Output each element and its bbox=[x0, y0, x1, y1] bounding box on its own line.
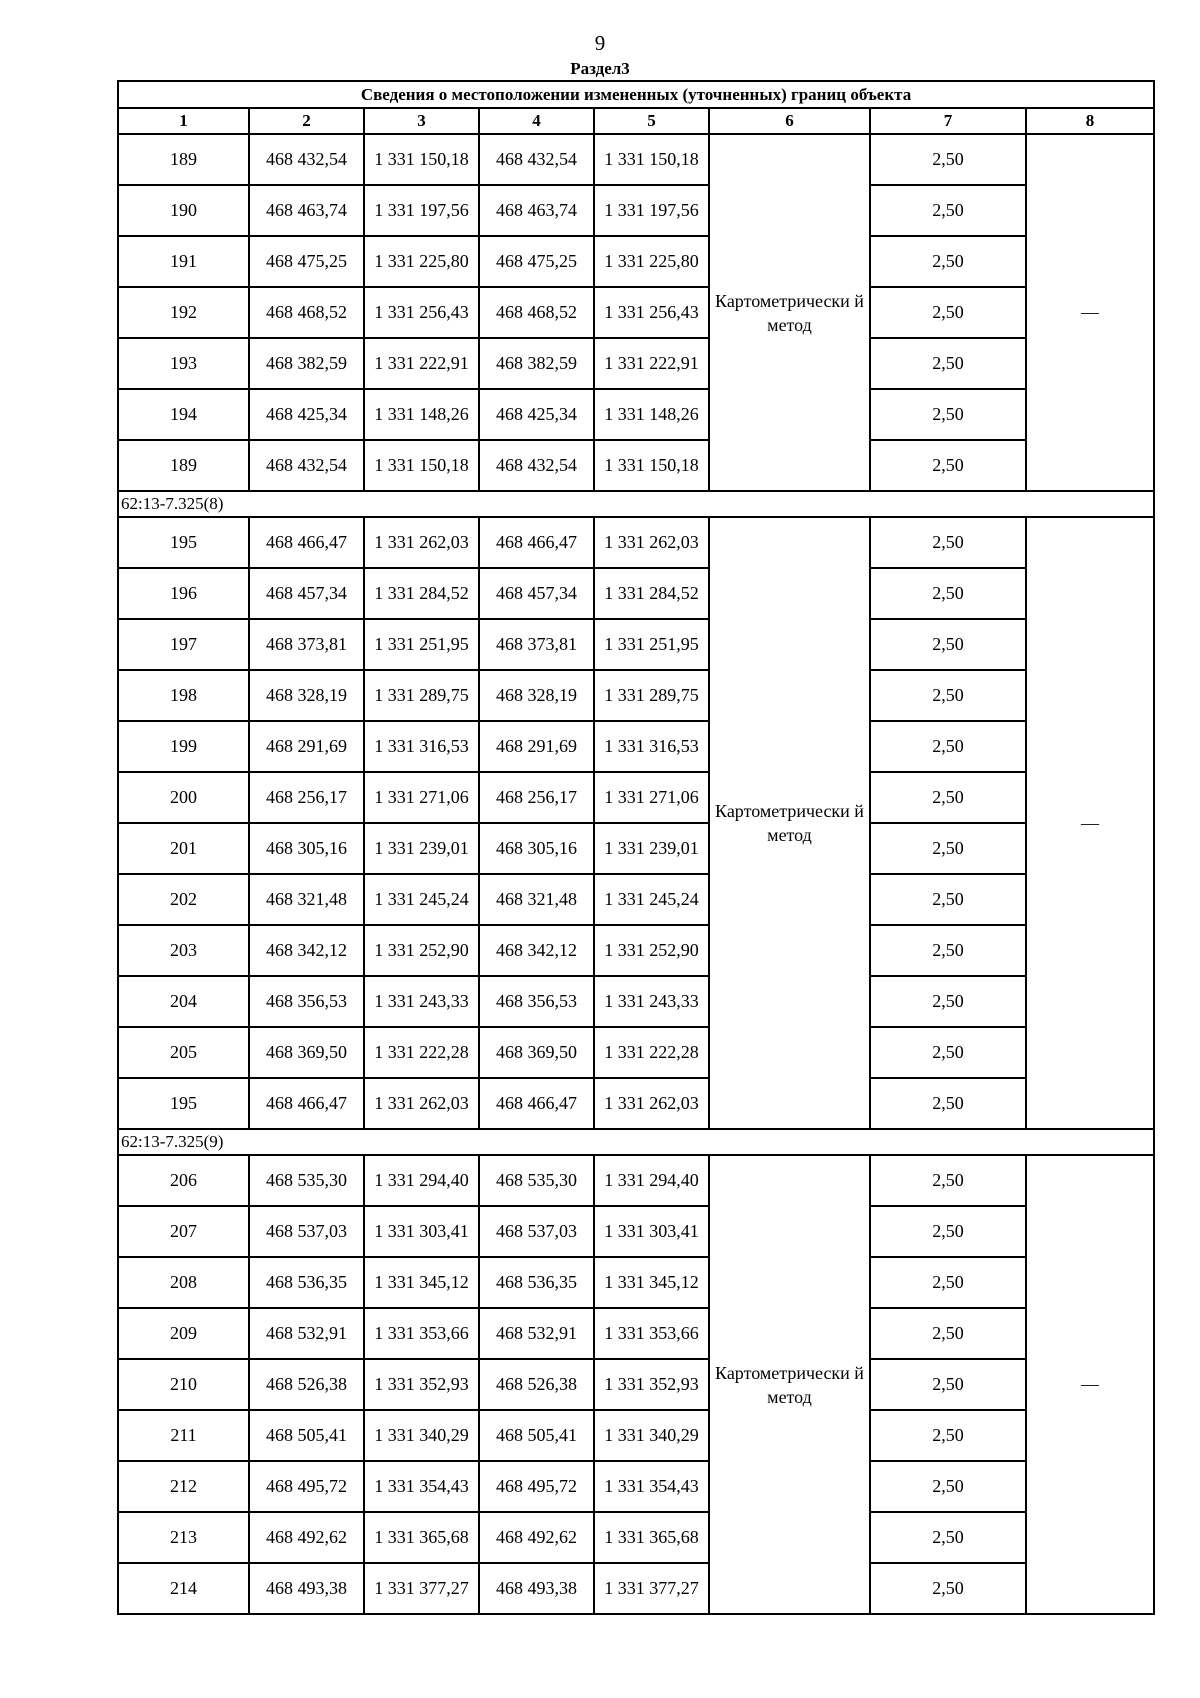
accuracy-cell: 2,50 bbox=[870, 1410, 1026, 1461]
y-new-cell: 1 331 316,53 bbox=[594, 721, 709, 772]
x-old-cell: 468 536,35 bbox=[249, 1257, 364, 1308]
x-new-cell: 468 369,50 bbox=[479, 1027, 594, 1078]
y-new-cell: 1 331 262,03 bbox=[594, 1078, 709, 1129]
accuracy-cell: 2,50 bbox=[870, 772, 1026, 823]
x-old-cell: 468 463,74 bbox=[249, 185, 364, 236]
point-number-cell: 202 bbox=[118, 874, 249, 925]
table-row bbox=[118, 287, 1154, 338]
table-row bbox=[118, 185, 1154, 236]
x-old-cell: 468 526,38 bbox=[249, 1359, 364, 1410]
table-row bbox=[118, 236, 1154, 287]
y-old-cell: 1 331 243,33 bbox=[364, 976, 479, 1027]
y-old-cell: 1 331 148,26 bbox=[364, 389, 479, 440]
y-new-cell: 1 331 303,41 bbox=[594, 1206, 709, 1257]
y-old-cell: 1 331 150,18 bbox=[364, 134, 479, 185]
x-old-cell: 468 356,53 bbox=[249, 976, 364, 1027]
x-new-cell: 468 466,47 bbox=[479, 517, 594, 568]
x-new-cell: 468 536,35 bbox=[479, 1257, 594, 1308]
table-row bbox=[118, 874, 1154, 925]
column-number: 3 bbox=[364, 108, 479, 134]
y-new-cell: 1 331 262,03 bbox=[594, 517, 709, 568]
point-number-cell: 205 bbox=[118, 1027, 249, 1078]
section-title: Раздел3 bbox=[570, 59, 630, 78]
accuracy-cell: 2,50 bbox=[870, 1563, 1026, 1614]
table-row bbox=[118, 670, 1154, 721]
accuracy-cell: 2,50 bbox=[870, 1027, 1026, 1078]
x-new-cell: 468 432,54 bbox=[479, 134, 594, 185]
y-new-cell: 1 331 340,29 bbox=[594, 1410, 709, 1461]
y-old-cell: 1 331 251,95 bbox=[364, 619, 479, 670]
x-old-cell: 468 373,81 bbox=[249, 619, 364, 670]
point-number-cell: 191 bbox=[118, 236, 249, 287]
y-old-cell: 1 331 365,68 bbox=[364, 1512, 479, 1563]
group-label: 62:13-7.325(8) bbox=[118, 491, 1154, 517]
column-number: 4 bbox=[479, 108, 594, 134]
accuracy-cell: 2,50 bbox=[870, 389, 1026, 440]
table-row bbox=[118, 925, 1154, 976]
y-old-cell: 1 331 256,43 bbox=[364, 287, 479, 338]
column-number: 2 bbox=[249, 108, 364, 134]
x-old-cell: 468 256,17 bbox=[249, 772, 364, 823]
point-number-cell: 190 bbox=[118, 185, 249, 236]
y-old-cell: 1 331 340,29 bbox=[364, 1410, 479, 1461]
accuracy-cell: 2,50 bbox=[870, 134, 1026, 185]
x-old-cell: 468 382,59 bbox=[249, 338, 364, 389]
y-old-cell: 1 331 252,90 bbox=[364, 925, 479, 976]
y-new-cell: 1 331 354,43 bbox=[594, 1461, 709, 1512]
table-row bbox=[118, 1257, 1154, 1308]
point-number-cell: 189 bbox=[118, 440, 249, 491]
notes-cell: — bbox=[1026, 517, 1154, 1129]
column-number: 1 bbox=[118, 108, 249, 134]
accuracy-cell: 2,50 bbox=[870, 1155, 1026, 1206]
point-number-cell: 200 bbox=[118, 772, 249, 823]
x-old-cell: 468 425,34 bbox=[249, 389, 364, 440]
x-new-cell: 468 532,91 bbox=[479, 1308, 594, 1359]
y-old-cell: 1 331 262,03 bbox=[364, 517, 479, 568]
x-old-cell: 468 493,38 bbox=[249, 1563, 364, 1614]
y-new-cell: 1 331 225,80 bbox=[594, 236, 709, 287]
accuracy-cell: 2,50 bbox=[870, 1257, 1026, 1308]
y-old-cell: 1 331 222,28 bbox=[364, 1027, 479, 1078]
x-new-cell: 468 305,16 bbox=[479, 823, 594, 874]
x-new-cell: 468 468,52 bbox=[479, 287, 594, 338]
y-old-cell: 1 331 303,41 bbox=[364, 1206, 479, 1257]
group-label-row bbox=[118, 491, 1154, 517]
table-row bbox=[118, 389, 1154, 440]
x-old-cell: 468 291,69 bbox=[249, 721, 364, 772]
x-new-cell: 468 425,34 bbox=[479, 389, 594, 440]
x-new-cell: 468 328,19 bbox=[479, 670, 594, 721]
accuracy-cell: 2,50 bbox=[870, 619, 1026, 670]
column-number: 6 bbox=[709, 108, 870, 134]
y-old-cell: 1 331 271,06 bbox=[364, 772, 479, 823]
point-number-cell: 193 bbox=[118, 338, 249, 389]
y-old-cell: 1 331 353,66 bbox=[364, 1308, 479, 1359]
y-old-cell: 1 331 245,24 bbox=[364, 874, 479, 925]
table-row bbox=[118, 1359, 1154, 1410]
y-old-cell: 1 331 239,01 bbox=[364, 823, 479, 874]
table-row bbox=[118, 1027, 1154, 1078]
accuracy-cell: 2,50 bbox=[870, 1078, 1026, 1129]
group-label: 62:13-7.325(9) bbox=[118, 1129, 1154, 1155]
accuracy-cell: 2,50 bbox=[870, 1461, 1026, 1512]
table-body bbox=[118, 81, 1154, 1614]
column-number: 7 bbox=[870, 108, 1026, 134]
x-old-cell: 468 328,19 bbox=[249, 670, 364, 721]
x-new-cell: 468 321,48 bbox=[479, 874, 594, 925]
accuracy-cell: 2,50 bbox=[870, 823, 1026, 874]
y-new-cell: 1 331 252,90 bbox=[594, 925, 709, 976]
x-old-cell: 468 342,12 bbox=[249, 925, 364, 976]
table-caption-row bbox=[118, 81, 1154, 108]
x-new-cell: 468 291,69 bbox=[479, 721, 594, 772]
method-cell: Картометрически й метод bbox=[709, 517, 870, 1129]
y-new-cell: 1 331 365,68 bbox=[594, 1512, 709, 1563]
y-old-cell: 1 331 352,93 bbox=[364, 1359, 479, 1410]
accuracy-cell: 2,50 bbox=[870, 185, 1026, 236]
y-new-cell: 1 331 222,91 bbox=[594, 338, 709, 389]
accuracy-cell: 2,50 bbox=[870, 1359, 1026, 1410]
table-row bbox=[118, 1308, 1154, 1359]
point-number-cell: 189 bbox=[118, 134, 249, 185]
point-number-cell: 210 bbox=[118, 1359, 249, 1410]
table-row bbox=[118, 1461, 1154, 1512]
x-old-cell: 468 535,30 bbox=[249, 1155, 364, 1206]
accuracy-cell: 2,50 bbox=[870, 236, 1026, 287]
table-row bbox=[118, 1155, 1154, 1206]
x-old-cell: 468 321,48 bbox=[249, 874, 364, 925]
y-old-cell: 1 331 225,80 bbox=[364, 236, 479, 287]
x-new-cell: 468 495,72 bbox=[479, 1461, 594, 1512]
accuracy-cell: 2,50 bbox=[870, 721, 1026, 772]
table-row bbox=[118, 568, 1154, 619]
point-number-cell: 208 bbox=[118, 1257, 249, 1308]
table-row bbox=[118, 1078, 1154, 1129]
x-old-cell: 468 532,91 bbox=[249, 1308, 364, 1359]
point-number-cell: 201 bbox=[118, 823, 249, 874]
accuracy-cell: 2,50 bbox=[870, 1512, 1026, 1563]
method-cell: Картометрически й метод bbox=[709, 134, 870, 491]
table-row bbox=[118, 338, 1154, 389]
point-number-cell: 214 bbox=[118, 1563, 249, 1614]
y-new-cell: 1 331 284,52 bbox=[594, 568, 709, 619]
point-number-cell: 206 bbox=[118, 1155, 249, 1206]
column-number-row bbox=[118, 108, 1154, 134]
point-number-cell: 195 bbox=[118, 517, 249, 568]
x-new-cell: 468 466,47 bbox=[479, 1078, 594, 1129]
x-old-cell: 468 457,34 bbox=[249, 568, 364, 619]
accuracy-cell: 2,50 bbox=[870, 517, 1026, 568]
x-old-cell: 468 537,03 bbox=[249, 1206, 364, 1257]
x-new-cell: 468 475,25 bbox=[479, 236, 594, 287]
x-new-cell: 468 457,34 bbox=[479, 568, 594, 619]
point-number-cell: 192 bbox=[118, 287, 249, 338]
table-row bbox=[118, 1206, 1154, 1257]
table-row bbox=[118, 1410, 1154, 1461]
table-caption: Сведения о местоположении измененных (уточненных) границ объекта bbox=[118, 81, 1154, 108]
table-row bbox=[118, 976, 1154, 1027]
y-old-cell: 1 331 316,53 bbox=[364, 721, 479, 772]
point-number-cell: 213 bbox=[118, 1512, 249, 1563]
point-number-cell: 204 bbox=[118, 976, 249, 1027]
accuracy-cell: 2,50 bbox=[870, 338, 1026, 389]
x-old-cell: 468 466,47 bbox=[249, 517, 364, 568]
x-new-cell: 468 463,74 bbox=[479, 185, 594, 236]
x-new-cell: 468 373,81 bbox=[479, 619, 594, 670]
x-old-cell: 468 495,72 bbox=[249, 1461, 364, 1512]
y-new-cell: 1 331 245,24 bbox=[594, 874, 709, 925]
accuracy-cell: 2,50 bbox=[870, 925, 1026, 976]
point-number-cell: 198 bbox=[118, 670, 249, 721]
point-number-cell: 212 bbox=[118, 1461, 249, 1512]
table-row bbox=[118, 440, 1154, 491]
x-new-cell: 468 382,59 bbox=[479, 338, 594, 389]
x-old-cell: 468 492,62 bbox=[249, 1512, 364, 1563]
table-row bbox=[118, 721, 1154, 772]
y-new-cell: 1 331 353,66 bbox=[594, 1308, 709, 1359]
y-new-cell: 1 331 289,75 bbox=[594, 670, 709, 721]
table-row bbox=[118, 517, 1154, 568]
y-new-cell: 1 331 243,33 bbox=[594, 976, 709, 1027]
x-new-cell: 468 342,12 bbox=[479, 925, 594, 976]
y-new-cell: 1 331 150,18 bbox=[594, 134, 709, 185]
x-new-cell: 468 432,54 bbox=[479, 440, 594, 491]
y-new-cell: 1 331 256,43 bbox=[594, 287, 709, 338]
point-number-cell: 209 bbox=[118, 1308, 249, 1359]
column-number: 8 bbox=[1026, 108, 1154, 134]
x-old-cell: 468 305,16 bbox=[249, 823, 364, 874]
accuracy-cell: 2,50 bbox=[870, 976, 1026, 1027]
y-new-cell: 1 331 345,12 bbox=[594, 1257, 709, 1308]
x-new-cell: 468 535,30 bbox=[479, 1155, 594, 1206]
table-row bbox=[118, 823, 1154, 874]
accuracy-cell: 2,50 bbox=[870, 440, 1026, 491]
y-new-cell: 1 331 251,95 bbox=[594, 619, 709, 670]
y-new-cell: 1 331 377,27 bbox=[594, 1563, 709, 1614]
y-old-cell: 1 331 150,18 bbox=[364, 440, 479, 491]
x-old-cell: 468 475,25 bbox=[249, 236, 364, 287]
point-number-cell: 197 bbox=[118, 619, 249, 670]
accuracy-cell: 2,50 bbox=[870, 287, 1026, 338]
point-number-cell: 211 bbox=[118, 1410, 249, 1461]
y-new-cell: 1 331 271,06 bbox=[594, 772, 709, 823]
x-old-cell: 468 432,54 bbox=[249, 440, 364, 491]
accuracy-cell: 2,50 bbox=[870, 568, 1026, 619]
x-new-cell: 468 356,53 bbox=[479, 976, 594, 1027]
x-new-cell: 468 256,17 bbox=[479, 772, 594, 823]
notes-cell: — bbox=[1026, 134, 1154, 491]
y-old-cell: 1 331 354,43 bbox=[364, 1461, 479, 1512]
y-old-cell: 1 331 294,40 bbox=[364, 1155, 479, 1206]
point-number-cell: 195 bbox=[118, 1078, 249, 1129]
table-row bbox=[118, 619, 1154, 670]
y-new-cell: 1 331 148,26 bbox=[594, 389, 709, 440]
y-old-cell: 1 331 284,52 bbox=[364, 568, 479, 619]
x-new-cell: 468 526,38 bbox=[479, 1359, 594, 1410]
column-number: 5 bbox=[594, 108, 709, 134]
notes-cell: — bbox=[1026, 1155, 1154, 1614]
point-number-cell: 194 bbox=[118, 389, 249, 440]
x-old-cell: 468 466,47 bbox=[249, 1078, 364, 1129]
y-old-cell: 1 331 262,03 bbox=[364, 1078, 479, 1129]
table-row bbox=[118, 134, 1154, 185]
group-label-row bbox=[118, 1129, 1154, 1155]
x-new-cell: 468 492,62 bbox=[479, 1512, 594, 1563]
y-old-cell: 1 331 377,27 bbox=[364, 1563, 479, 1614]
y-old-cell: 1 331 345,12 bbox=[364, 1257, 479, 1308]
point-number-cell: 203 bbox=[118, 925, 249, 976]
y-new-cell: 1 331 239,01 bbox=[594, 823, 709, 874]
x-old-cell: 468 432,54 bbox=[249, 134, 364, 185]
y-old-cell: 1 331 289,75 bbox=[364, 670, 479, 721]
accuracy-cell: 2,50 bbox=[870, 1206, 1026, 1257]
point-number-cell: 196 bbox=[118, 568, 249, 619]
accuracy-cell: 2,50 bbox=[870, 1308, 1026, 1359]
y-old-cell: 1 331 197,56 bbox=[364, 185, 479, 236]
accuracy-cell: 2,50 bbox=[870, 670, 1026, 721]
y-new-cell: 1 331 197,56 bbox=[594, 185, 709, 236]
table-row bbox=[118, 1512, 1154, 1563]
y-new-cell: 1 331 294,40 bbox=[594, 1155, 709, 1206]
table-row bbox=[118, 772, 1154, 823]
page-number: 9 bbox=[594, 31, 606, 55]
y-old-cell: 1 331 222,91 bbox=[364, 338, 479, 389]
point-number-cell: 207 bbox=[118, 1206, 249, 1257]
table-row bbox=[118, 1563, 1154, 1614]
x-new-cell: 468 493,38 bbox=[479, 1563, 594, 1614]
coordinates-table bbox=[117, 80, 1155, 1615]
x-new-cell: 468 505,41 bbox=[479, 1410, 594, 1461]
method-cell: Картометрически й метод bbox=[709, 1155, 870, 1614]
x-old-cell: 468 505,41 bbox=[249, 1410, 364, 1461]
y-new-cell: 1 331 150,18 bbox=[594, 440, 709, 491]
x-old-cell: 468 369,50 bbox=[249, 1027, 364, 1078]
y-new-cell: 1 331 352,93 bbox=[594, 1359, 709, 1410]
x-new-cell: 468 537,03 bbox=[479, 1206, 594, 1257]
x-old-cell: 468 468,52 bbox=[249, 287, 364, 338]
accuracy-cell: 2,50 bbox=[870, 874, 1026, 925]
y-new-cell: 1 331 222,28 bbox=[594, 1027, 709, 1078]
point-number-cell: 199 bbox=[118, 721, 249, 772]
